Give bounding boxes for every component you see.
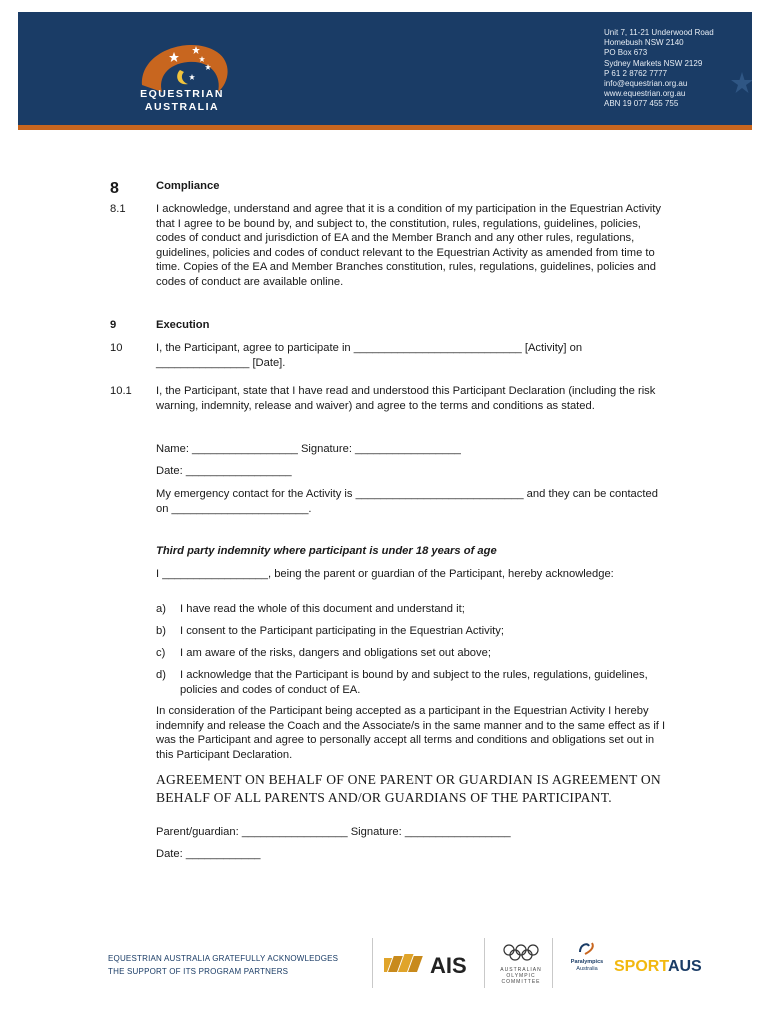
aoc-line-2: OLYMPIC (506, 973, 536, 979)
list-text: I am aware of the risks, dangers and obligations set out above; (180, 647, 491, 659)
contact-address-1: Unit 7, 11-21 Underwood Road (604, 28, 714, 37)
parent-date-line: Date: ____________ (156, 848, 261, 860)
list-item (110, 624, 670, 646)
section-text: I, the Participant, state that I have read and understood this Participant Declaration (including the risk warning, indemnity, release and waiver) and agree to the terms and conditions as stated. (156, 385, 656, 412)
letterhead-banner (18, 12, 752, 130)
sportaus-logo (614, 958, 702, 976)
list-letter: d) (156, 669, 166, 681)
star-icon (728, 70, 752, 98)
guardian-intro: I _________________, being the parent or guardian of the Participant, hereby acknowledge: (156, 568, 614, 580)
section-text: I, the Participant, agree to participate in ___________________________ [Activity] on _______________ [Date]. (156, 342, 583, 369)
section-title: Compliance (156, 180, 220, 192)
list-text: I consent to the Participant participating in the Equestrian Activity; (180, 625, 504, 637)
partners-acknowledgement (108, 952, 338, 978)
contact-address-2: Homebush NSW 2140 (604, 38, 684, 48)
contact-po-suburb: Sydney Markets NSW 2129 (604, 58, 703, 68)
list-letter: c) (156, 647, 166, 659)
paralympics-agitos-icon (577, 940, 597, 956)
section-number: 10.1 (110, 385, 132, 397)
divider (552, 938, 553, 988)
logo-line-2: AUSTRALIA (144, 101, 220, 113)
section-text: I acknowledge, understand and agree that it is a condition of my participation in the Equestrian Activity that I agree to be bound by, and subject to, the constitution, rules, regulations, guidelines, policies, codes of conduct and jurisdiction of EA and the Member Branch and any other rules, regulations, guidelines, policies and codes of conduct relevant to the Equestrian Activity as amended from time to time. Copies of the EA and Member Branches constitution, rules, regulations, guidelines, policies and codes of conduct are available online. (156, 203, 661, 288)
aoc-line-3: COMMITTEE (501, 979, 541, 985)
name-signature-line: Name: _________________ Signature: _________________ (156, 443, 461, 455)
sportaus-part-2: AUS (667, 958, 702, 975)
contact-website[interactable]: www.equestrian.org.au (604, 89, 686, 99)
section-number: 8 (110, 180, 119, 197)
list-text: I acknowledge that the Participant is bound by and subject to the rules, regulations, guidelines, policies and codes of conduct of EA. (180, 669, 648, 696)
paralympics-line-2: Australia (576, 966, 598, 972)
emergency-contact-line: My emergency contact for the Activity is ___________________________ and they can be contacted on ______________________. (156, 488, 658, 515)
ack-line-2: THE SUPPORT OF ITS PROGRAM PARTNERS (108, 967, 289, 976)
list-item (110, 668, 670, 702)
paralympics-line-1: Paralympics (570, 959, 604, 965)
section-number: 9 (110, 319, 117, 331)
list-item (110, 602, 670, 624)
ack-line-1: EQUESTRIAN AUSTRALIA GRATEFULLY ACKNOWLEDGES (108, 954, 339, 963)
section-number: 8.1 (110, 203, 126, 215)
logo-line-1: EQUESTRIAN (140, 88, 224, 100)
list-letter: a) (156, 603, 166, 615)
parent-signature-line: Parent/guardian: _________________ Signature: _________________ (156, 826, 511, 838)
acknowledgement-list (110, 602, 670, 702)
consideration-paragraph: In consideration of the Participant being accepted as a participant in the Equestrian Activity I hereby indemnify and release the Coach and the Associate/s in the same manner and to the same effect as if I was the Participant and agree to personally accept all terms and conditions and obligations set out in this Participant Declaration. (156, 705, 666, 761)
divider (484, 938, 485, 988)
ais-logo-icon (384, 950, 426, 978)
section-title: Execution (156, 319, 210, 331)
section-number: 10 (110, 342, 123, 354)
sportaus-part-1: SPORT (614, 958, 668, 975)
contact-abn: ABN 19 077 455 755 (604, 99, 679, 109)
list-item (110, 646, 670, 668)
contact-email[interactable]: info@equestrian.org.au (604, 79, 688, 89)
third-party-heading: Third party indemnity where participant is under 18 years of age (156, 545, 497, 557)
list-letter: b) (156, 625, 166, 637)
contact-phone: P 61 2 8762 7777 (604, 68, 668, 78)
agreement-statement: AGREEMENT ON BEHALF OF ONE PARENT OR GUARDIAN IS AGREEMENT ON BEHALF OF ALL PARENTS AND/OR GUARDIANS OF THE PARTICIPANT. (156, 772, 661, 805)
contact-po-box: PO Box 673 (604, 48, 648, 58)
accent-stripe (18, 125, 752, 130)
divider (372, 938, 373, 988)
aoc-logo (496, 938, 546, 992)
date-line: Date: _________________ (156, 465, 292, 477)
paralympics-logo (562, 940, 612, 973)
list-text: I have read the whole of this document and understand it; (180, 603, 465, 615)
olympic-rings-icon (501, 938, 541, 962)
contact-details (604, 28, 714, 110)
partners-footer (92, 930, 706, 994)
logo-wordmark (122, 88, 242, 114)
aoc-line-1: AUSTRALIAN (500, 967, 542, 973)
ais-logo-text: AIS (430, 953, 467, 978)
